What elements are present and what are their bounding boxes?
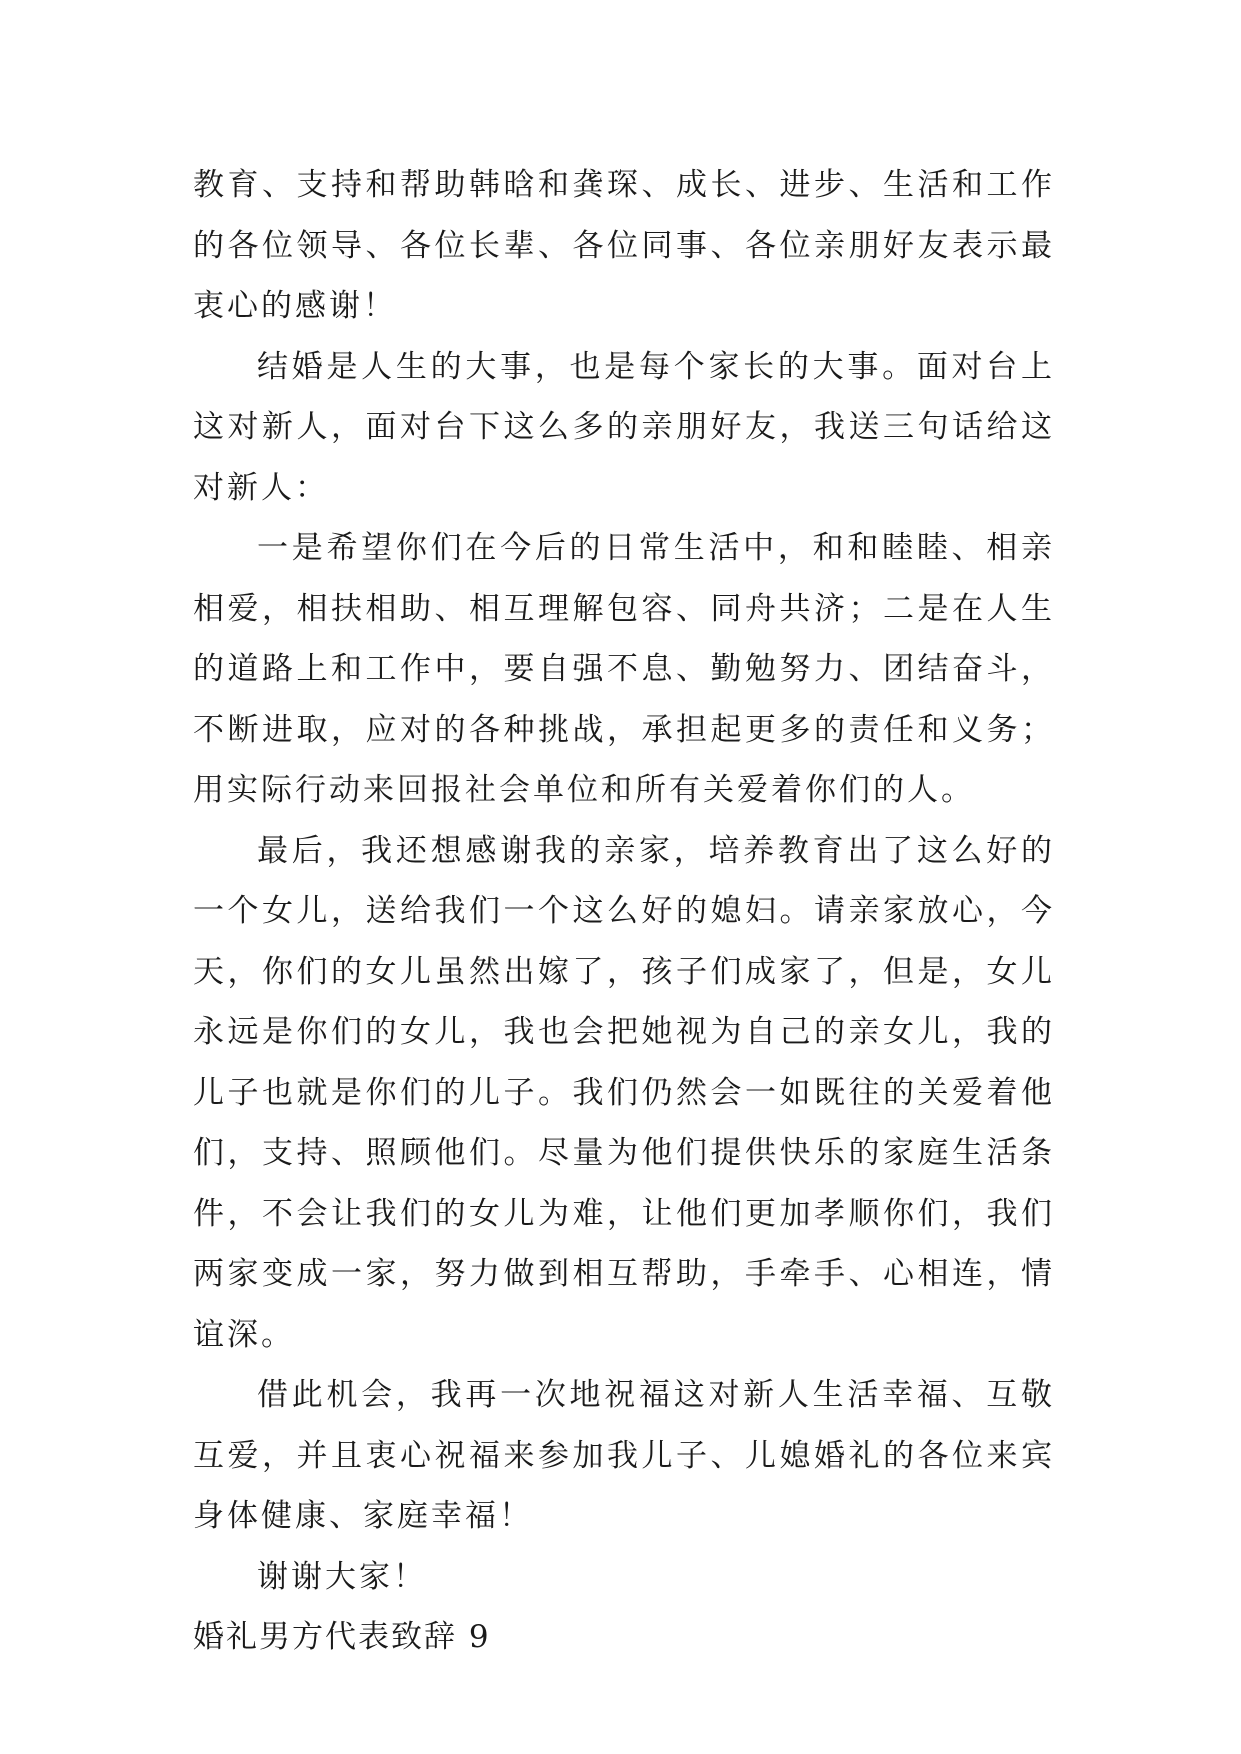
paragraph-4: 最后，我还想感谢我的亲家，培养教育出了这么好的一个女儿，送给我们一个这么好的媳妇。请亲家放心，今天，你们的女儿虽然出嫁了，孩子们成家了，但是，女儿永远是你们的女儿，我也会把她视为自己的亲女儿，我的儿子也就是你们的儿子。我们仍然会一如既往的关爱着他们，支持、照顾他们。尽量为他们提供快乐的家庭生活条件，不会让我们的女儿为难，让他们更加孝顺你们，我们两家变成一家，努力做到相互帮助，手牵手、心相连，情谊深。 [193, 832, 1055, 1353]
paragraph-2: 结婚是人生的大事，也是每个家长的大事。面对台上这对新人，面对台下这么多的亲朋好友，我送三句话给这对新人： [193, 348, 1055, 506]
document-page [193, 155, 1055, 1668]
paragraph-5: 借此机会，我再一次地祝福这对新人生活幸福、互敬互爱，并且衷心祝福来参加我儿子、儿媳婚礼的各位来宾身体健康、家庭幸福！ [193, 1377, 1055, 1534]
paragraph-1: 教育、支持和帮助韩晗和龚琛、成长、进步、生活和工作的各位领导、各位长辈、各位同事、各位亲朋好友表示最衷心的感谢！ [193, 167, 1055, 324]
paragraph-6-closing: 谢谢大家！ [257, 1558, 427, 1595]
paragraph-3: 一是希望你们在今后的日常生活中，和和睦睦、相亲相爱，相扶相助、相互理解包容、同舟共济；二是在人生的道路上和工作中，要自强不息、勤勉努力、团结奋斗，不断进取，应对的各种挑战，承担起更多的责任和义务；用实际行动来回报社会单位和所有关爱着你们的人。 [193, 530, 1055, 808]
section-heading: 婚礼男方代表致辞 9 [193, 1619, 491, 1655]
